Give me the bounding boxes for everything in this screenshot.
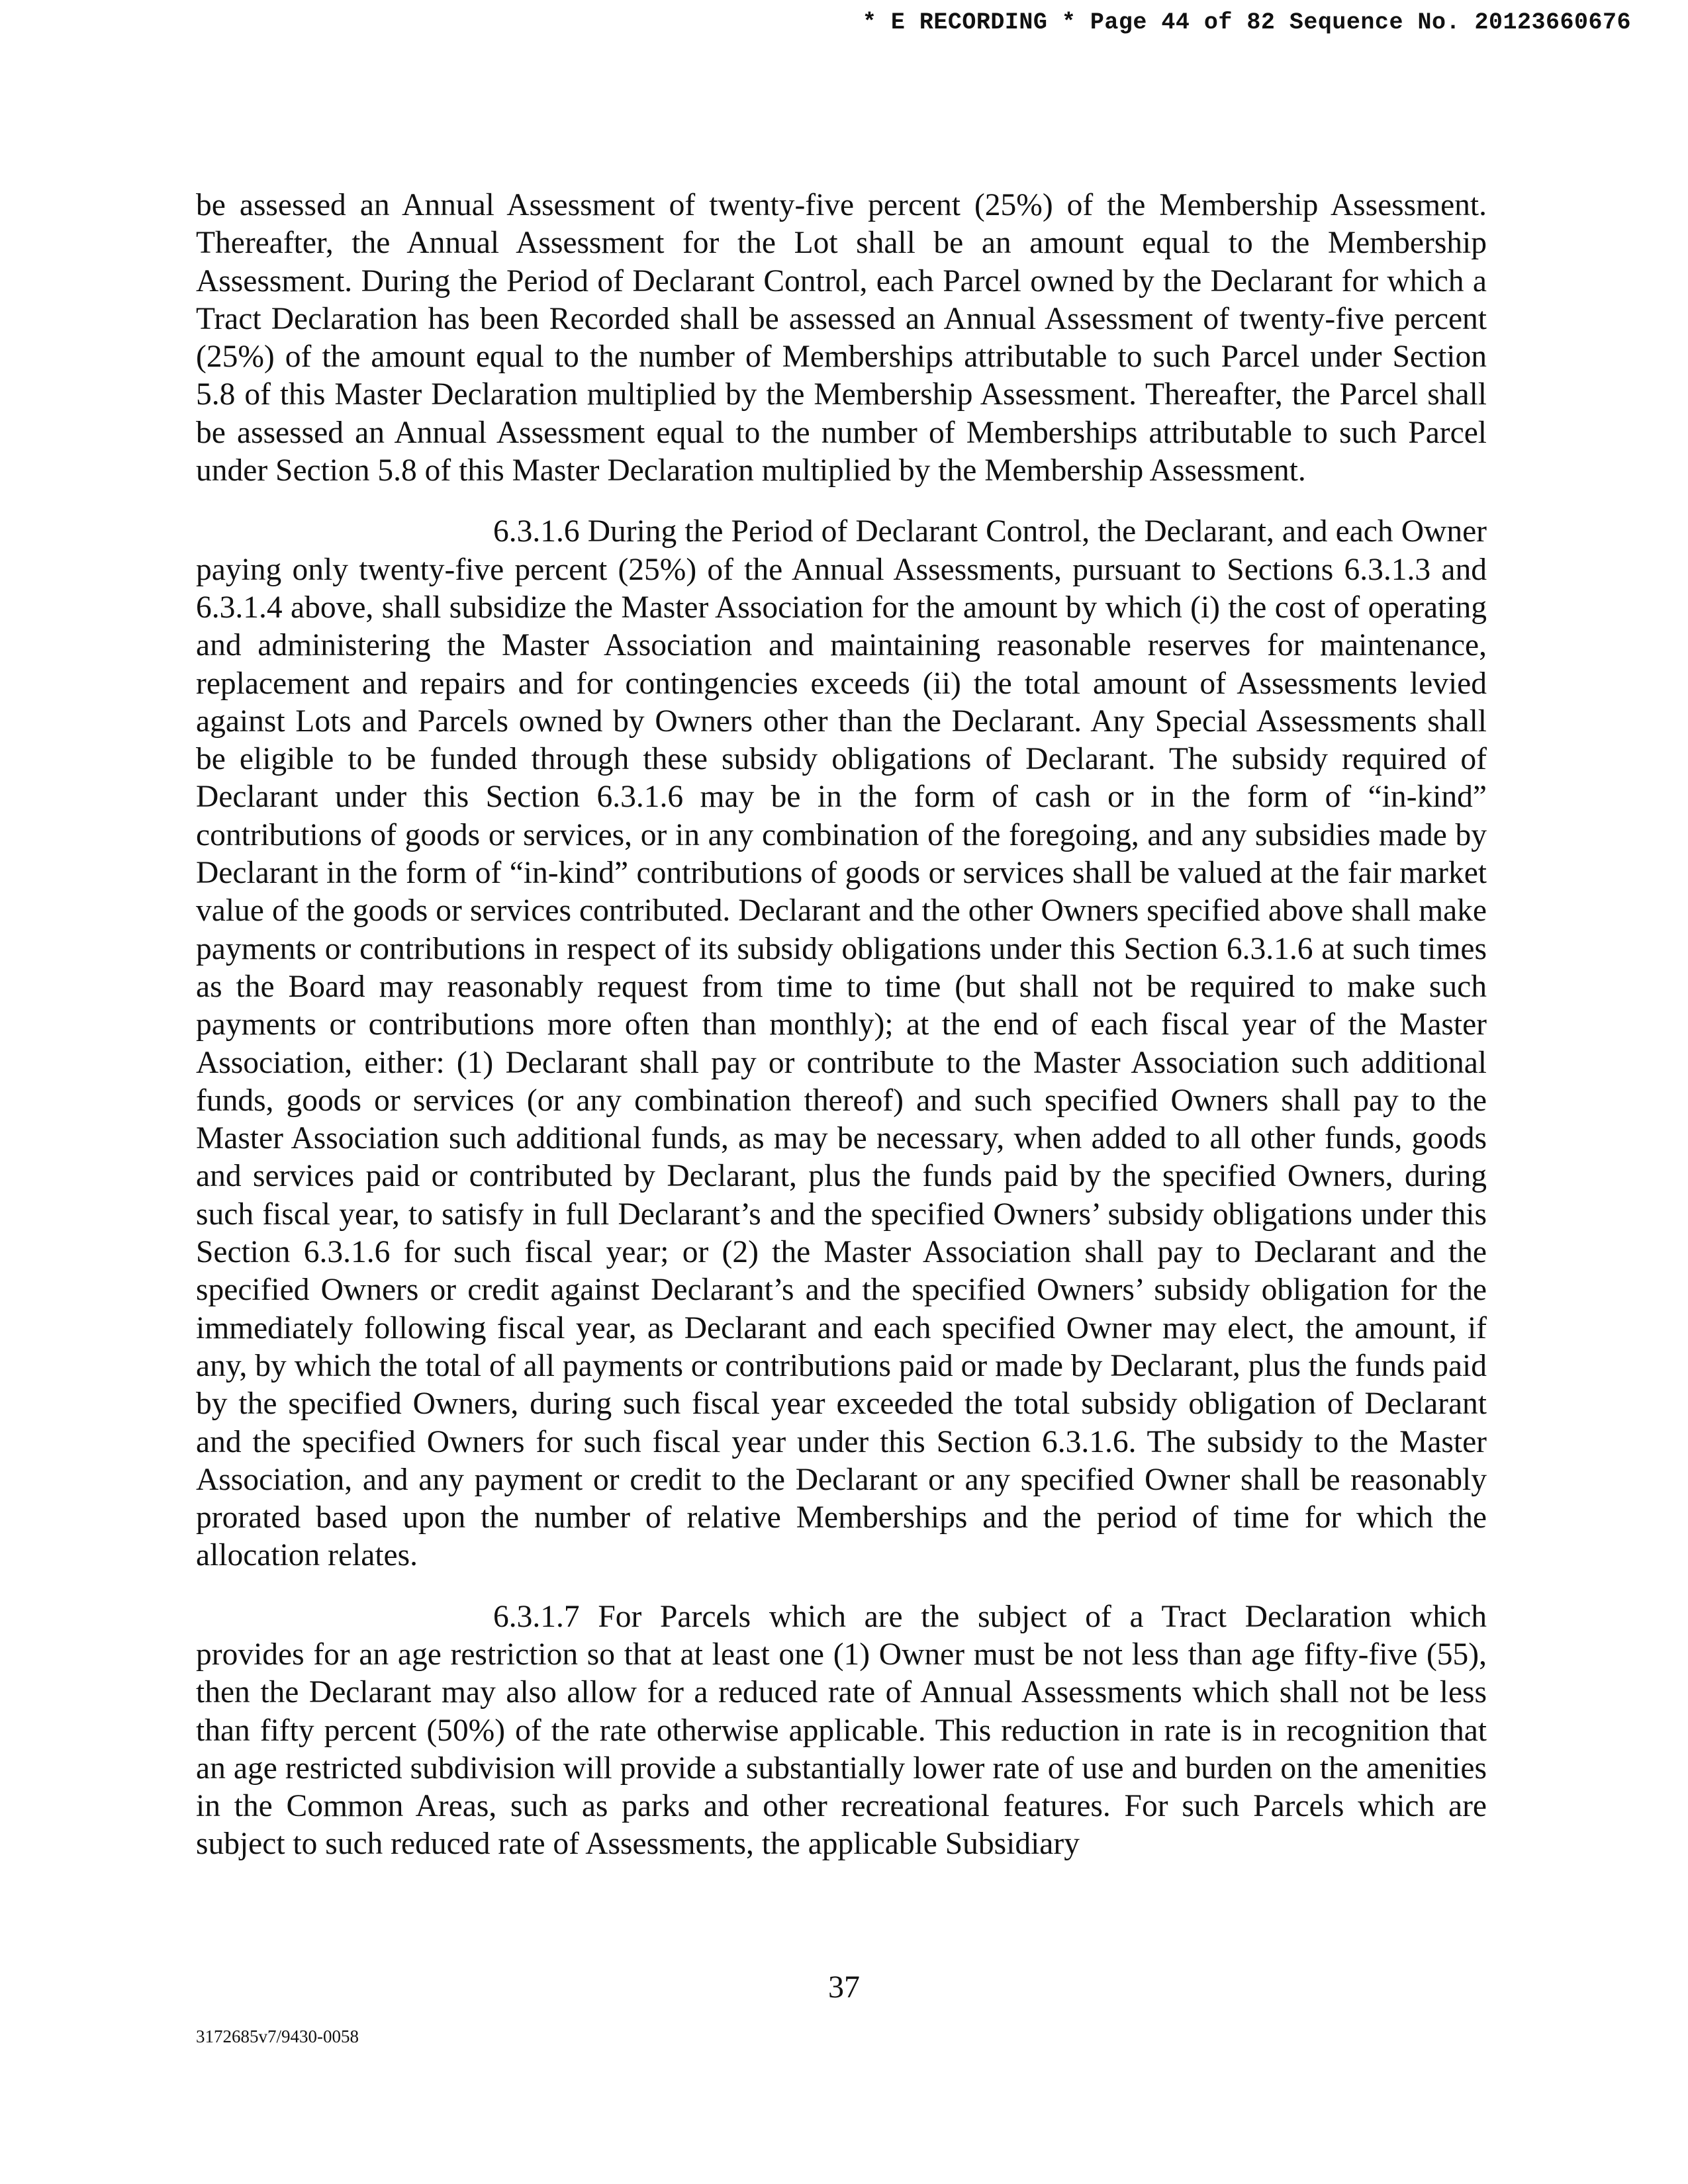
document-id: 3172685v7/9430-0058 [196,2026,359,2046]
paragraph-section-6-3-1-6: 6.3.1.6 During the Period of Declarant Control, the Declarant, and each Owner paying only twenty-five percent (25%) of the Annual Assessments, pursuant to Sections 6.3.1.3 and 6.3.1.4 above, shall subsidize the Master Association for the amount by which (i) the cost of operating and administering the Master Association and maintaining reasonable reserves for maintenance, replacement and repairs and for contingencies exceeds (ii) the total amount of Assessments levied against Lots and Parcels owned by Owners other than the Declarant. Any Special Assessments shall be eligible to be funded through these subsidy obligations of Declarant. The subsidy required of Declarant under this Section 6.3.1.6 may be in the form of cash or in the form of “in-kind” contributions of goods or services, or in any combination of the foregoing, and any subsidies made by Declarant in the form of “in-kind” contributions of goods or services shall be valued at the fair market value of the goods or services contributed. Declarant and the other Owners specified above shall make payments or contributions in respect of its subsidy obligations under this Section 6.3.1.6 at such times as the Board may reasonably request from time to time (but shall not be required to make such payments or contributions more often than monthly); at the end of each fiscal year of the Master Association, either: (1) Declarant shall pay or contribute to the Master Association such additional funds, goods or services (or any combination thereof) and such specified Owners shall pay to the Master Association such additional funds, as may be necessary, when added to all other funds, goods and services paid or contributed by Declarant, plus the funds paid by the specified Owners, during such fiscal year, to satisfy in full Declarant’s and the specified Owners’ subsidy obligations under this Section 6.3.1.6 for such fiscal year; or (2) the Master Association shall pay to Declarant and the specified Owners or credit against Declarant’s and the specified Owners’ subsidy obligation for the immediately following fiscal year, as Declarant and each specified Owner may elect, the amount, if any, by which the total of all payments or contributions paid or made by Declarant, plus the funds paid by the specified Owners, during such fiscal year exceeded the total subsidy obligation of Declarant and the specified Owners for such fiscal year under this Section 6.3.1.6. The subsidy to the Master Association, and any payment or credit to the Declarant or any specified Owner shall be reasonably prorated based upon the number of relative Memberships and the period of time for which the allocation relates. [196,514,1487,1573]
paragraph-section-6-3-1-7: 6.3.1.7 For Parcels which are the subject of a Tract Declaration which provides for an age restriction so that at least one (1) Owner must be not less than age fifty-five (55), then the Declarant may also allow for a reduced rate of Annual Assessments which shall not be less than fifty percent (50%) of the rate otherwise applicable. This reduction in rate is in recognition that an age restricted subdivision will provide a substantially lower rate of use and burden on the amenities in the Common Areas, such as parks and other recreational features. For such Parcels which are subject to such reduced rate of Assessments, the applicable Subsidiary [196,1599,1487,1862]
paragraph-continuation: be assessed an Annual Assessment of twenty-five percent (25%) of the Membership Assessment. Thereafter, the Annual Assessment for the Lot shall be an amount equal to the Membership Assessment. During the Period of Declarant Control, each Parcel owned by the Declarant for which a Tract Declaration has been Recorded shall be assessed an Annual Assessment of twenty-five percent (25%) of the amount equal to the number of Memberships attributable to such Parcel under Section 5.8 of this Master Declaration multiplied by the Membership Assessment. Thereafter, the Parcel shall be assessed an Annual Assessment equal to the number of Memberships attributable to such Parcel under Section 5.8 of this Master Declaration multiplied by the Membership Assessment. [196,188,1487,488]
document-body [196,187,1487,1887]
page-number: 37 [828,1970,860,2005]
recording-header: * E RECORDING * Page 44 of 82 Sequence No. 20123660676 [862,9,1631,36]
